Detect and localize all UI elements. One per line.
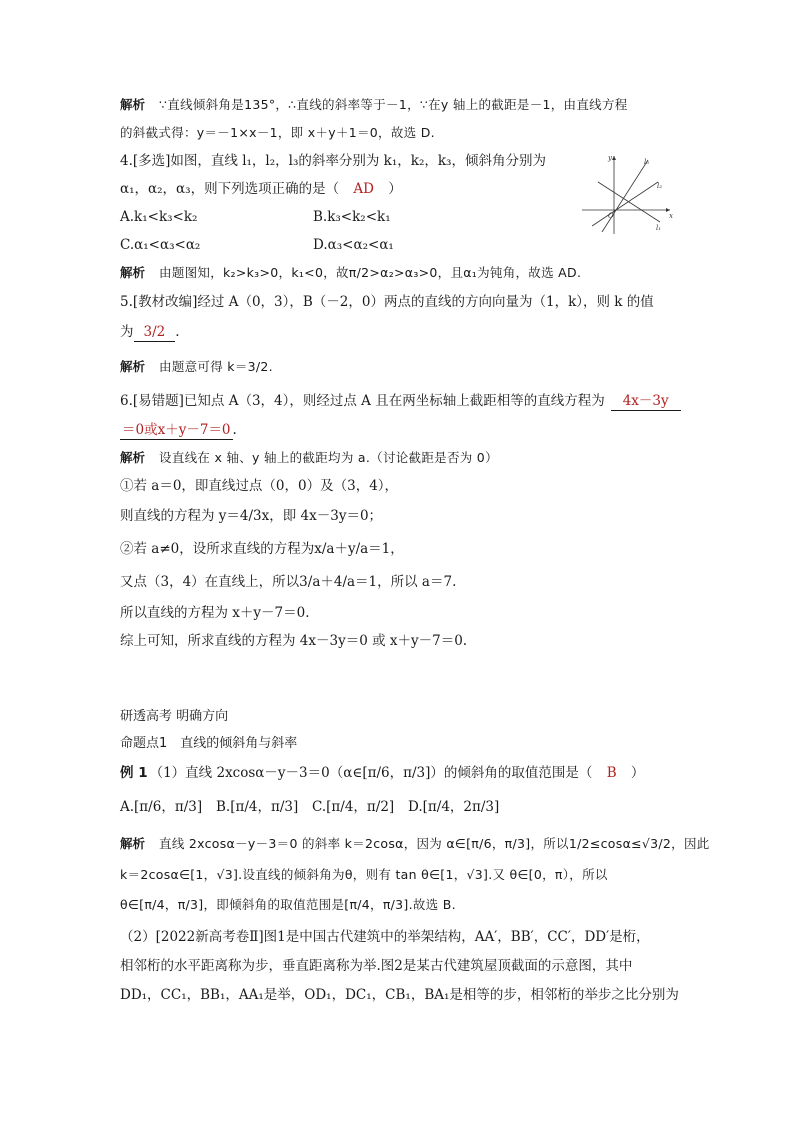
l2-label: l₂ — [657, 182, 663, 190]
solution-text: ∵直线倾斜角是135°，∴直线的斜率等于－1，∵在y 轴上的截距是－1，由直线方程 — [159, 97, 628, 112]
question-4-stem: 4.[多选]如图，直线 l₁，l₂，l₃的斜率分别为 k₁，k₂，k₃，倾斜角分别为 — [120, 153, 546, 169]
question-6-conclusion: 综上可知，所求直线的方程为 4x－3y＝0 或 x＋y－7＝0. — [120, 633, 468, 649]
question-4-options-row-2 — [120, 236, 394, 254]
question-5-end: . — [175, 324, 180, 340]
section-title: 研透高考 明确方向 — [120, 709, 229, 724]
question-6-prompt: 6.[易错题]已知点 A（3，4），则经过点 A 且在两坐标轴上截距相等的直线方程为 — [120, 393, 605, 409]
solution-text: 设直线在 x 轴、y 轴上的截距均为 a.（讨论截距是否为 0） — [159, 450, 498, 465]
question-5-stem-2 — [120, 323, 180, 342]
example-1-solution-1 — [120, 835, 710, 853]
l3-label: l₃ — [644, 158, 650, 166]
x-label: x — [669, 212, 673, 220]
question-6-case-1: ①若 a＝0，即直线过点（0，0）及（3，4）， — [120, 478, 399, 494]
question-6-stem — [120, 392, 681, 411]
solution-keyword: 解析 — [120, 359, 146, 374]
question-5-prompt: 为 — [120, 324, 134, 340]
option-b: B.k₃<k₂<k₁ — [313, 209, 391, 225]
example-1-part-2-line-2: 相邻桁的水平距离称为步，垂直距离称为举.图2是某古代建筑屋顶截面的示意图，其中 — [120, 958, 633, 974]
solution-line-2: 的斜截式得：y＝－1×x－1，即 x＋y＋1＝0，故选 D. — [120, 125, 435, 140]
example-1-close: ） — [630, 765, 645, 781]
option-d: D.[π/4，2π/3] — [408, 799, 500, 815]
option-c: C.α₁<α₃<α₂ — [120, 237, 201, 253]
question-4-solution — [120, 264, 581, 282]
question-6-stem-2 — [120, 421, 237, 440]
question-5-solution — [120, 358, 273, 376]
question-6-answer-part-1: 4x－3y — [611, 392, 681, 411]
option-d: D.α₃<α₂<α₁ — [313, 237, 394, 253]
y-label: y — [608, 154, 612, 162]
question-5-stem: 5.[教材改编]经过 A（0，3），B（－2，0）两点的直线的方向向量为（1，k），则 k 的值 — [120, 294, 654, 310]
solution-text: 直线 2xcosα－y－3＝0 的斜率 k＝2cosα，因为 α∈[π/6，π/3]，所以1/2≤cosα≤√3/2，因此 — [159, 836, 710, 851]
example-1-prompt: （1）直线 2xcosα－y－3＝0（α∈[π/6，π/3]）的倾斜角的取值范围是（ — [149, 765, 593, 781]
question-6-case-2: ②若 a≠0，设所求直线的方程为x/a＋y/a＝1， — [120, 541, 404, 557]
solution-keyword: 解析 — [120, 265, 146, 280]
example-1-part-2-line-1: （2）[2022新高考卷Ⅱ]图1是中国古代建筑中的举架结构，AA′，BB′，CC′，DD′是桁， — [120, 929, 650, 945]
question-6-solution — [120, 449, 498, 467]
question-6-end: . — [232, 422, 237, 438]
question-4-answer: AD — [353, 181, 374, 197]
option-a: A.[π/6，π/3] — [120, 799, 203, 815]
lines-figure — [578, 152, 674, 236]
example-1-stem — [120, 764, 644, 782]
option-a: A.k₁<k₃<k₂ — [120, 209, 198, 225]
proposition-point-1: 命题点1 直线的倾斜角与斜率 — [120, 736, 298, 751]
example-1-solution-3: θ∈[π/4，π/3]，即倾斜角的取值范围是[π/4，π/3].故选 B. — [120, 897, 456, 912]
option-b: B.[π/4，π/3] — [216, 799, 299, 815]
line-l3 — [602, 160, 648, 232]
solution-keyword: 解析 — [120, 836, 146, 851]
example-1-part-2-line-3: DD₁，CC₁，BB₁，AA₁是举，OD₁，DC₁，CB₁，BA₁是相等的步，相邻桁的举步之比分别为 — [120, 987, 679, 1003]
solution-keyword: 解析 — [120, 97, 146, 112]
solution-text: 由题图知，k₂>k₃>0，k₁<0，故π/2>α₂>α₃>0，且α₁为钝角，故选 AD. — [159, 265, 582, 280]
example-1-solution-2: k＝2cosα∈[1，√3].设直线的倾斜角为θ，则有 tan θ∈[1，√3].又 θ∈[0，π），所以 — [120, 867, 608, 882]
example-keyword: 例 1 — [120, 765, 148, 781]
option-c: C.[π/4，π/2] — [312, 799, 395, 815]
origin-label: O — [608, 212, 614, 220]
solution-keyword: 解析 — [120, 450, 146, 465]
question-4-close: ） — [388, 181, 402, 197]
question-6-case-1-result: 则直线的方程为 y＝4/3x，即 4x－3y＝0； — [120, 508, 383, 524]
solution-line-1 — [120, 96, 628, 114]
line-l2 — [592, 182, 658, 226]
question-6-case-2-result: 所以直线的方程为 x＋y－7＝0. — [120, 605, 310, 621]
example-1-options — [120, 798, 499, 816]
l1-label: l₁ — [656, 224, 662, 232]
question-6-case-2-substitute: 又点（3，4）在直线上，所以3/a＋4/a＝1，所以 a＝7. — [120, 574, 457, 590]
question-4-prompt: α₁，α₂，α₃，则下列选项正确的是（ — [120, 181, 340, 197]
y-axis-arrow-icon — [612, 156, 616, 160]
question-4-options-row-1 — [120, 208, 391, 226]
question-6-answer-part-2: ＝0或x＋y－7＝0 — [122, 422, 231, 438]
question-5-answer: 3/2 — [134, 323, 176, 342]
example-1-answer: B — [606, 765, 617, 781]
solution-text: 由题意可得 k＝3/2. — [159, 359, 273, 374]
question-4-stem-2 — [120, 180, 402, 198]
